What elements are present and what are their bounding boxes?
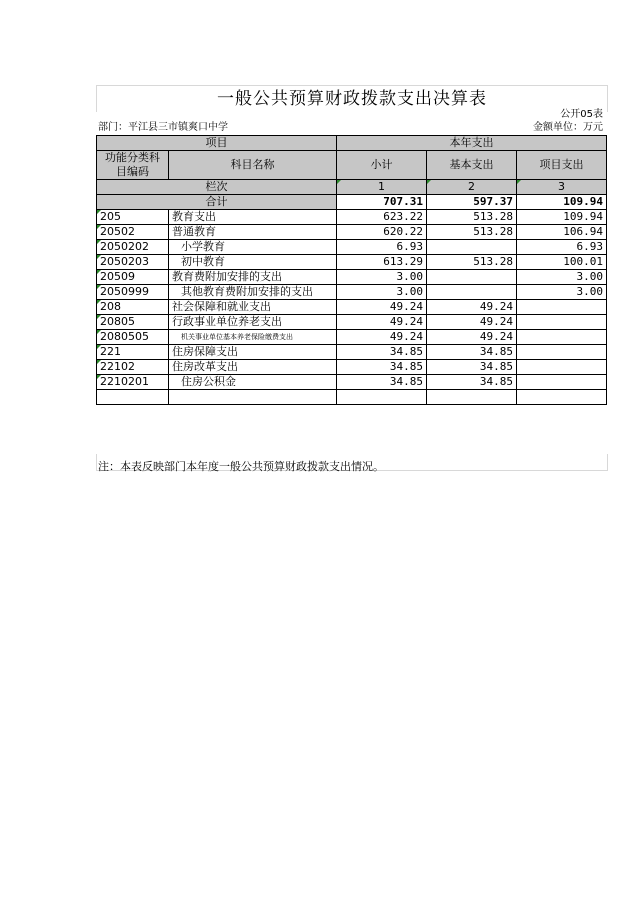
row-subtotal: 34.85 <box>337 360 427 375</box>
column-1: 1 <box>337 180 427 195</box>
row-project: 109.94 <box>517 210 607 225</box>
row-subtotal: 3.00 <box>337 270 427 285</box>
department-label: 部门：平江县三市镇爽口中学 <box>98 122 228 133</box>
row-basic: 513.28 <box>427 255 517 270</box>
row-basic: 513.28 <box>427 210 517 225</box>
row-basic <box>427 390 517 405</box>
report-title: 一般公共预算财政拨款支出决算表 <box>96 85 608 112</box>
row-code: 2210201 <box>97 375 169 390</box>
row-project: 100.01 <box>517 255 607 270</box>
row-basic: 49.24 <box>427 330 517 345</box>
row-project: 3.00 <box>517 285 607 300</box>
data-rows <box>97 210 607 405</box>
row-project <box>517 330 607 345</box>
row-name: 教育支出 <box>169 210 337 225</box>
column-2: 2 <box>427 180 517 195</box>
table-row <box>97 285 607 300</box>
table-row <box>97 300 607 315</box>
total-project: 109.94 <box>517 195 607 210</box>
row-name: 行政事业单位养老支出 <box>169 315 337 330</box>
row-basic: 34.85 <box>427 375 517 390</box>
header-code: 功能分类科目编码 <box>97 151 169 180</box>
total-row <box>97 195 607 210</box>
header-basic: 基本支出 <box>427 151 517 180</box>
row-project: 6.93 <box>517 240 607 255</box>
row-code: 221 <box>97 345 169 360</box>
row-basic: 34.85 <box>427 360 517 375</box>
row-code: 2050999 <box>97 285 169 300</box>
header-current-year: 本年支出 <box>337 136 607 151</box>
table-number: 公开05表 <box>560 109 603 120</box>
table-row <box>97 360 607 375</box>
header-row-2 <box>97 151 607 180</box>
row-name: 机关事业单位基本养老保险缴费支出 <box>169 330 337 345</box>
column-label: 栏次 <box>97 180 337 195</box>
row-basic <box>427 270 517 285</box>
row-subtotal: 34.85 <box>337 345 427 360</box>
row-name: 社会保障和就业支出 <box>169 300 337 315</box>
row-code: 208 <box>97 300 169 315</box>
header-project: 项目 <box>97 136 337 151</box>
row-subtotal: 3.00 <box>337 285 427 300</box>
row-basic <box>427 285 517 300</box>
table-row <box>97 255 607 270</box>
row-project: 106.94 <box>517 225 607 240</box>
table-number-row <box>96 109 606 121</box>
total-subtotal: 707.31 <box>337 195 427 210</box>
table-row <box>97 390 607 405</box>
row-name: 教育费附加安排的支出 <box>169 270 337 285</box>
row-code: 2050203 <box>97 255 169 270</box>
table-row <box>97 315 607 330</box>
row-subtotal: 620.22 <box>337 225 427 240</box>
row-name <box>169 390 337 405</box>
column-number-row <box>97 180 607 195</box>
row-code: 2080505 <box>97 330 169 345</box>
row-name: 其他教育费附加安排的支出 <box>169 285 337 300</box>
row-name: 初中教育 <box>169 255 337 270</box>
header-project-expense: 项目支出 <box>517 151 607 180</box>
unit-label: 金额单位：万元 <box>533 122 603 133</box>
row-code: 2050202 <box>97 240 169 255</box>
row-project <box>517 315 607 330</box>
row-code: 20805 <box>97 315 169 330</box>
department-row <box>96 122 606 134</box>
row-subtotal: 34.85 <box>337 375 427 390</box>
row-subtotal: 49.24 <box>337 300 427 315</box>
table-row <box>97 240 607 255</box>
column-3: 3 <box>517 180 607 195</box>
table-row <box>97 225 607 240</box>
row-basic: 513.28 <box>427 225 517 240</box>
table-note: 注：本表反映部门本年度一般公共预算财政拨款支出情况。 <box>98 460 384 473</box>
row-project: 3.00 <box>517 270 607 285</box>
row-name: 小学教育 <box>169 240 337 255</box>
row-subtotal: 613.29 <box>337 255 427 270</box>
table-row <box>97 210 607 225</box>
row-basic: 49.24 <box>427 300 517 315</box>
row-basic: 49.24 <box>427 315 517 330</box>
table-row <box>97 330 607 345</box>
row-name: 住房公积金 <box>169 375 337 390</box>
row-name: 住房保障支出 <box>169 345 337 360</box>
row-basic: 34.85 <box>427 345 517 360</box>
row-code: 22102 <box>97 360 169 375</box>
row-subtotal <box>337 390 427 405</box>
row-project <box>517 375 607 390</box>
total-basic: 597.37 <box>427 195 517 210</box>
row-subtotal: 49.24 <box>337 330 427 345</box>
row-project <box>517 300 607 315</box>
row-project <box>517 390 607 405</box>
row-code: 20502 <box>97 225 169 240</box>
row-name: 普通教育 <box>169 225 337 240</box>
table-row <box>97 270 607 285</box>
row-subtotal: 6.93 <box>337 240 427 255</box>
row-project <box>517 360 607 375</box>
row-name: 住房改革支出 <box>169 360 337 375</box>
expenditure-table <box>96 135 607 405</box>
table-row <box>97 345 607 360</box>
row-project <box>517 345 607 360</box>
header-row-1 <box>97 136 607 151</box>
header-name: 科目名称 <box>169 151 337 180</box>
row-subtotal: 49.24 <box>337 315 427 330</box>
header-subtotal: 小计 <box>337 151 427 180</box>
row-basic <box>427 240 517 255</box>
table-row <box>97 375 607 390</box>
row-code: 205 <box>97 210 169 225</box>
row-code <box>97 390 169 405</box>
row-subtotal: 623.22 <box>337 210 427 225</box>
total-label: 合计 <box>97 195 337 210</box>
row-code: 20509 <box>97 270 169 285</box>
